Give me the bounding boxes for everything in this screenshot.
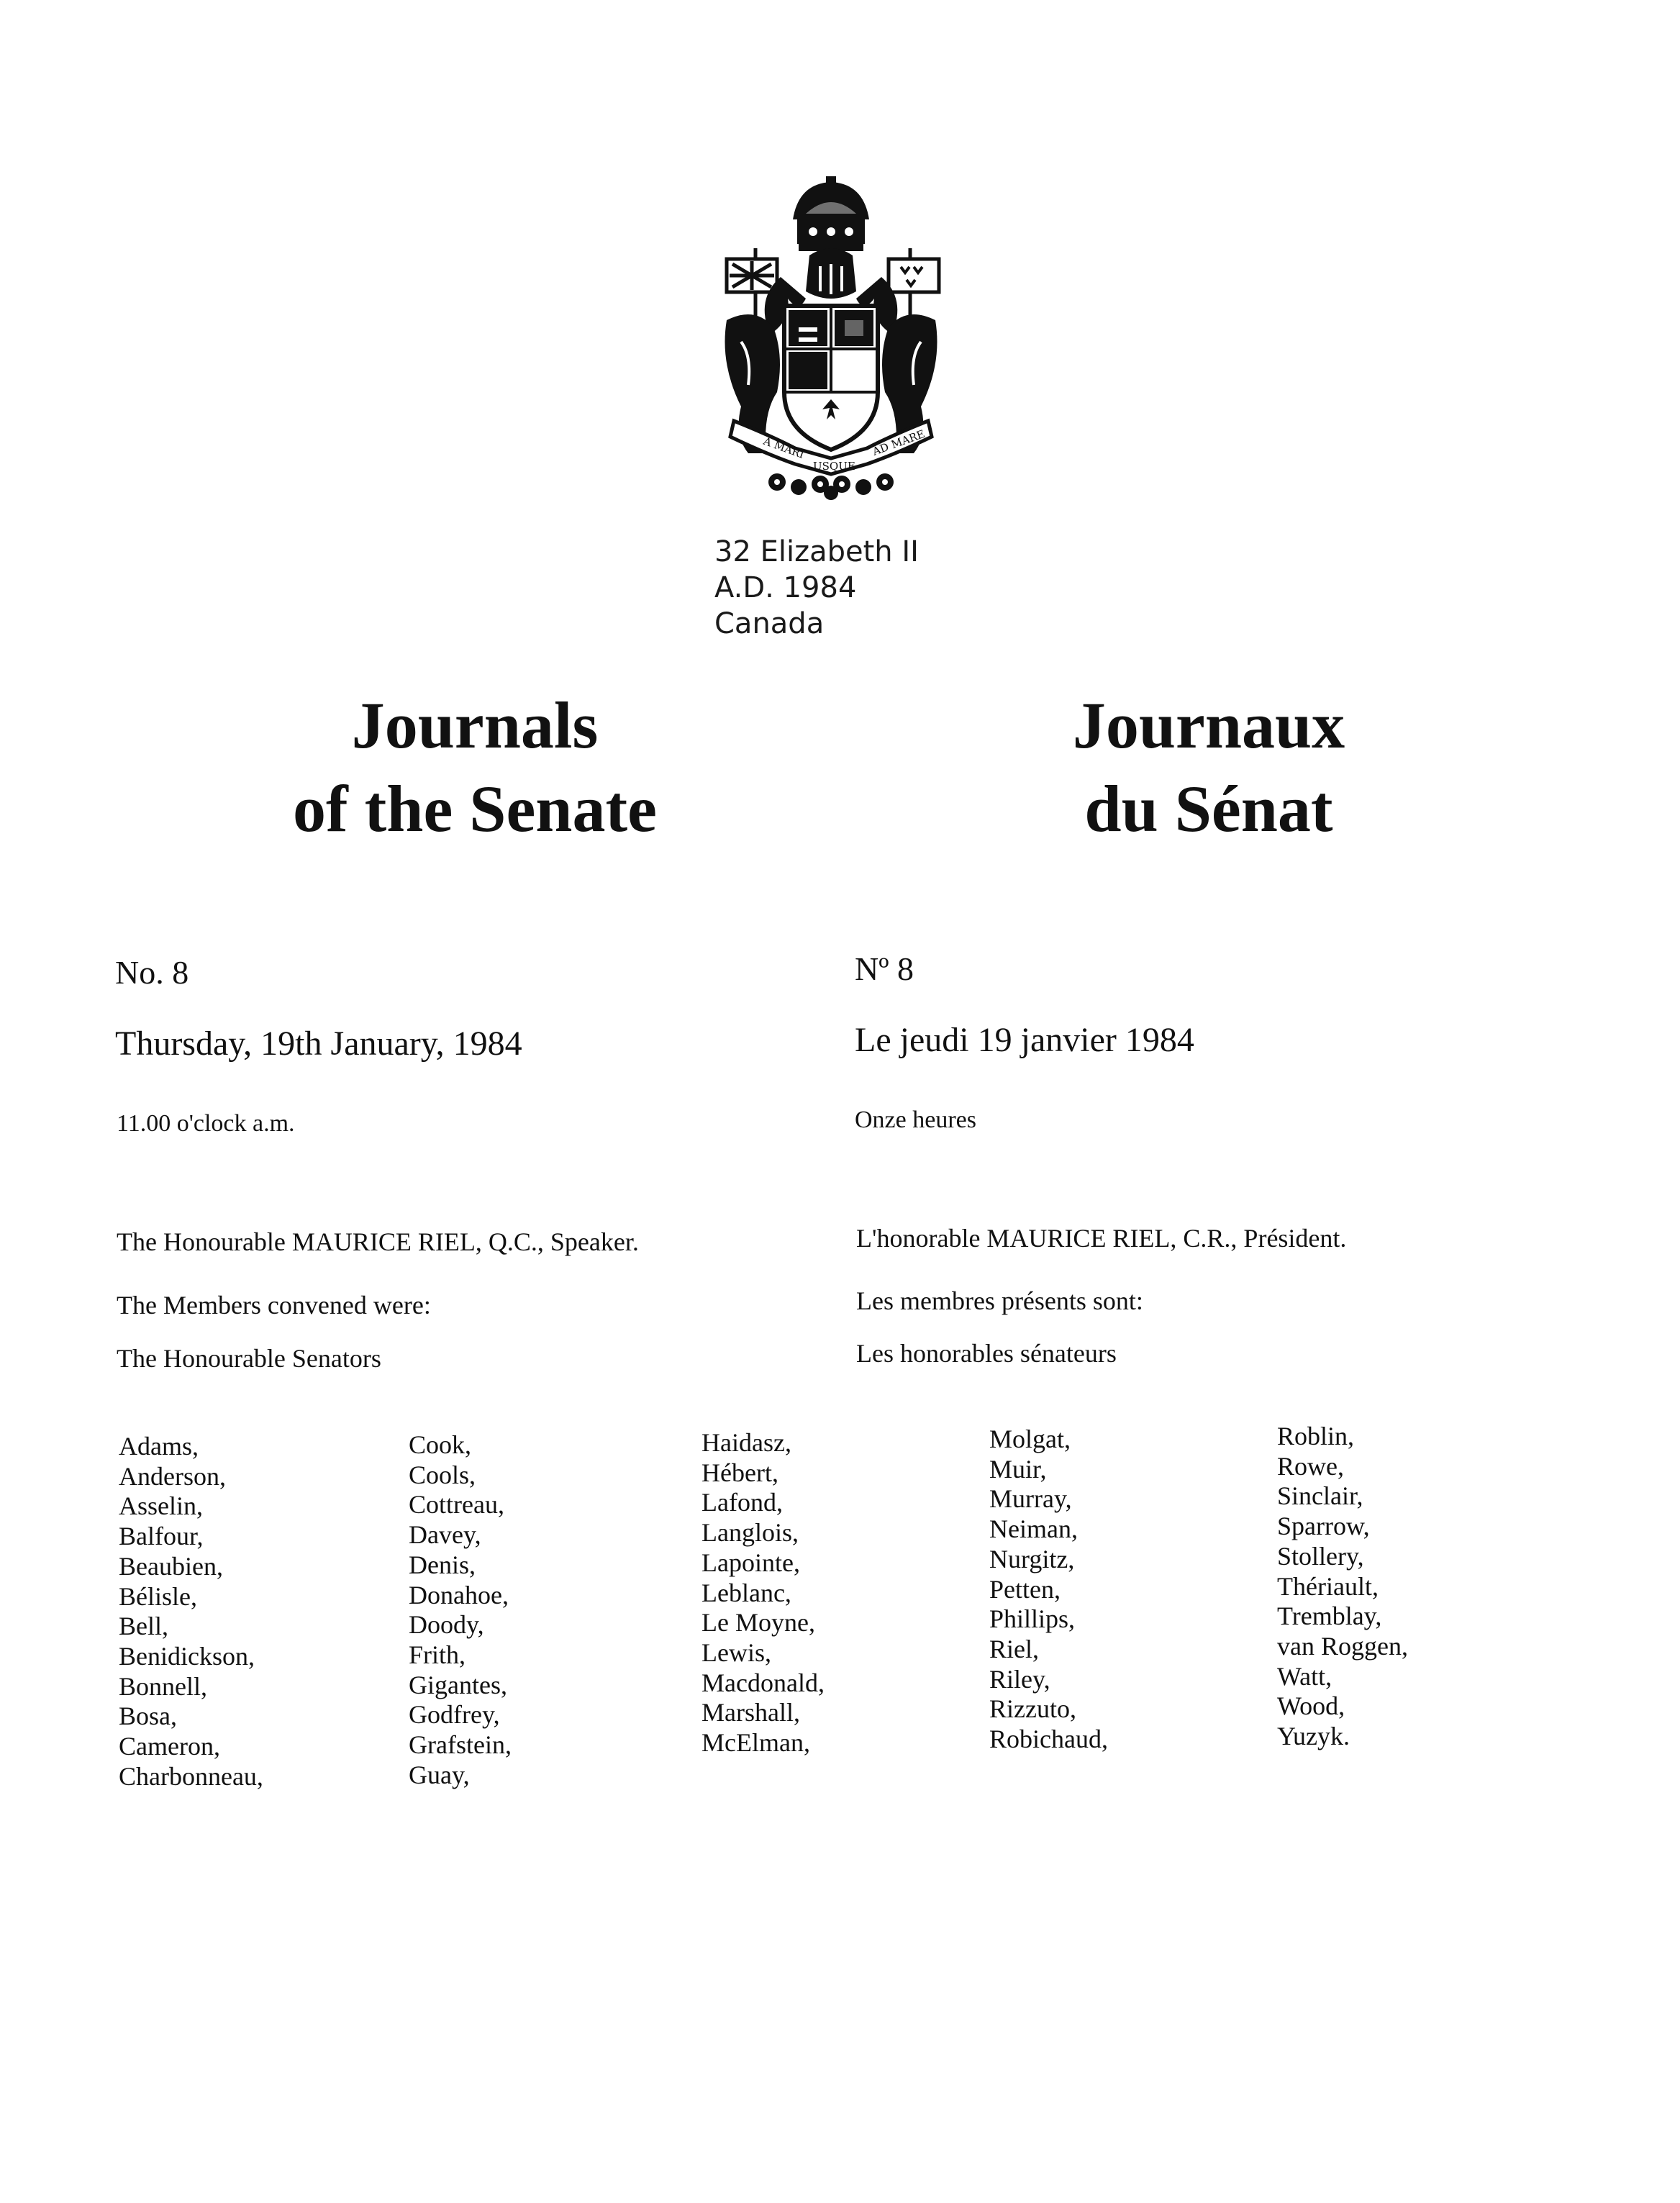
senator-name: Lewis,	[701, 1638, 771, 1667]
members-convened-fr: Les membres présents sont:	[856, 1286, 1143, 1315]
senator-name: Frith,	[409, 1640, 466, 1669]
senators-column-2	[409, 1430, 512, 1790]
senator-name: Beaubien,	[119, 1551, 223, 1581]
senator-name: Haidasz,	[701, 1428, 791, 1457]
senator-name: Cook,	[409, 1430, 472, 1459]
senator-name: Guay,	[409, 1760, 470, 1789]
senator-name: Roblin,	[1277, 1422, 1355, 1450]
senator-name: Cameron,	[119, 1732, 220, 1761]
senator-name: Murray,	[989, 1484, 1072, 1514]
senator-name: Charbonneau,	[119, 1761, 263, 1791]
senator-name: Denis,	[409, 1550, 476, 1579]
regnal-year: 32 Elizabeth II	[714, 535, 919, 568]
senator-name: Adams,	[119, 1432, 199, 1461]
senator-name: Leblanc,	[701, 1578, 791, 1607]
senators-heading-fr: Les honorables sénateurs	[856, 1339, 1117, 1368]
senators-column-4	[989, 1425, 1108, 1755]
senator-name: Muir,	[989, 1454, 1047, 1484]
members-convened-en: The Members convened were:	[117, 1291, 431, 1319]
speaker-en: The Honourable MAURICE RIEL, Q.C., Speaker.	[117, 1227, 639, 1256]
senator-name: Godfrey,	[409, 1700, 500, 1730]
coat-of-arms-icon	[712, 176, 950, 504]
title-english-line1: Journals	[351, 689, 599, 762]
date-en: Thursday, 19th January, 1984	[115, 1025, 522, 1063]
issue-number-en: No. 8	[115, 954, 189, 991]
senator-name: Asselin,	[119, 1491, 203, 1521]
senator-name: Yuzyk.	[1277, 1722, 1350, 1751]
senator-name: Rizzuto,	[989, 1694, 1076, 1724]
senator-name: Marshall,	[701, 1698, 800, 1727]
senator-name: Watt,	[1277, 1661, 1332, 1691]
senator-name: Stollery,	[1277, 1541, 1364, 1571]
senator-name: Lafond,	[701, 1488, 783, 1517]
svg-text:USQUE: USQUE	[813, 460, 855, 473]
senator-name: Petten,	[989, 1574, 1061, 1604]
senator-name: van Roggen,	[1277, 1631, 1408, 1661]
senator-name: Macdonald,	[701, 1668, 825, 1697]
title-french	[993, 683, 1425, 850]
senator-name: Le Moyne,	[701, 1608, 815, 1638]
senator-name: Molgat,	[989, 1425, 1071, 1453]
svg-text:A MARI: A MARI	[761, 434, 807, 461]
senator-name: Donahoe,	[409, 1580, 509, 1609]
senator-name: Sinclair,	[1277, 1481, 1363, 1511]
senator-name: Cottreau,	[409, 1490, 504, 1520]
senator-name: Lapointe,	[701, 1548, 800, 1577]
title-french-line1: Journaux	[1072, 689, 1345, 762]
speaker-fr: L'honorable MAURICE RIEL, C.R., Président.	[856, 1224, 1347, 1253]
senator-name: Sparrow,	[1277, 1512, 1370, 1541]
title-english-line2: of the Senate	[293, 772, 657, 845]
senator-name: Neiman,	[989, 1514, 1078, 1544]
senator-name: Wood,	[1277, 1691, 1345, 1721]
senator-name: Rowe,	[1277, 1451, 1344, 1481]
senator-name: Robichaud,	[989, 1725, 1108, 1754]
senator-name: Benidickson,	[119, 1641, 255, 1671]
senator-name: Nurgitz,	[989, 1544, 1075, 1573]
senator-name: Bélisle,	[119, 1581, 197, 1611]
senator-name: Anderson,	[119, 1461, 226, 1491]
title-french-line2: du Sénat	[1084, 772, 1333, 845]
senator-name: Thériault,	[1277, 1571, 1379, 1601]
senators-column-1	[119, 1432, 263, 1791]
senator-name: McElman,	[701, 1728, 810, 1758]
senator-name: Davey,	[409, 1520, 481, 1550]
senator-name: Bosa,	[119, 1702, 177, 1731]
anno-domini: A.D. 1984	[714, 571, 857, 604]
senator-name: Phillips,	[989, 1604, 1076, 1634]
country-name: Canada	[714, 607, 825, 640]
issue-number-fr: Nº 8	[855, 950, 914, 987]
senators-column-5	[1277, 1422, 1408, 1752]
date-fr: Le jeudi 19 janvier 1984	[855, 1021, 1194, 1059]
senator-name: Balfour,	[119, 1522, 204, 1551]
senator-name: Hébert,	[701, 1458, 778, 1487]
senator-name: Tremblay,	[1277, 1602, 1382, 1631]
time-en: 11.00 o'clock a.m.	[117, 1110, 295, 1137]
senator-name: Gigantes,	[409, 1670, 507, 1699]
svg-text:AD MARE: AD MARE	[871, 427, 927, 458]
time-fr: Onze heures	[855, 1107, 976, 1133]
senator-name: Riel,	[989, 1634, 1039, 1663]
senator-name: Cools,	[409, 1460, 476, 1489]
senator-name: Langlois,	[701, 1518, 799, 1548]
senator-name: Riley,	[989, 1664, 1050, 1694]
senators-heading-en: The Honourable Senators	[117, 1344, 381, 1373]
title-english	[259, 683, 691, 850]
senator-name: Bonnell,	[119, 1671, 207, 1701]
senator-name: Grafstein,	[409, 1730, 512, 1760]
senator-name: Bell,	[119, 1612, 168, 1641]
senator-name: Doody,	[409, 1610, 484, 1640]
senators-column-3	[701, 1428, 825, 1758]
